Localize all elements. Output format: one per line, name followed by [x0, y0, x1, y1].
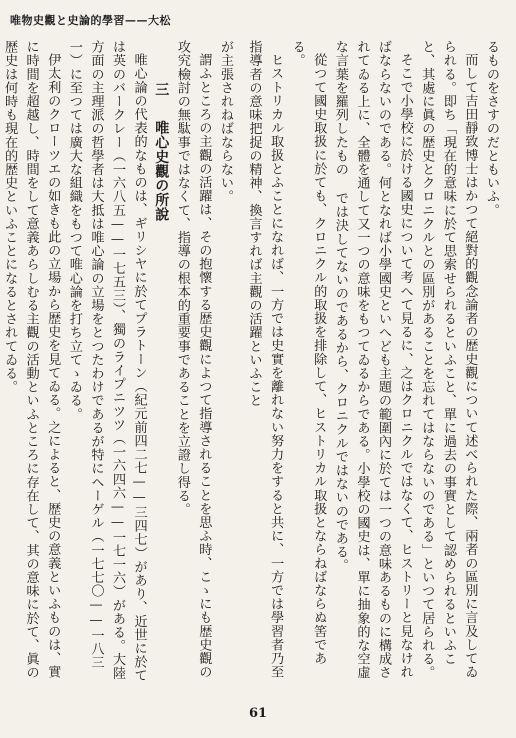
- section-heading: [150, 40, 172, 688]
- running-header: 唯物史觀と史論的學習——大松: [10, 14, 171, 27]
- paragraph: 而して吉田靜致博士はかつて絕對的觀念論者の歴史觀について述べられた際、兩者の區別に言及してゐられる。即ち「現在的意味に於て思索せられるといふこと、單に過去の事實として認められるといふこと、其處に眞の歴史とクロニクルとの區別があることを忘れてはならないのである」といつて居られる。: [419, 40, 478, 680]
- text-column-right: [240, 40, 502, 688]
- paragraph: 謂ふところの主觀の活躍は、その抱懷する歴史觀によつて指導されることを思ふ時、こゝにも歴史觀の攻究檢討の無駄事ではなくて、指導の根本的重要事であることを立證し得る。: [174, 40, 212, 679]
- paragraph: 伊太利のクローツエの如きも此の立場から歴史を見てゐる。之によると、歴史の意義といふものは、實に時間を超越し、時間をして意義あらしむる主觀の活動といふところに存在して、其の意味に於て、眞の歴史は何時も現在的歴史といふことになるとされてゐる。: [2, 40, 61, 680]
- page-number: 61: [248, 706, 268, 721]
- section-number: 三: [153, 82, 170, 97]
- text-column-left: [2, 40, 236, 688]
- paragraph: が主張されねばならない。: [218, 40, 233, 204]
- paragraph: ヒストリカル取扱とふことになれば、一方では史實を離れない努力をすると共に、一方では學習者乃至指導者の意味把捉の精神、換言すれば主觀の活躍といふこと: [246, 40, 284, 679]
- section-title: 唯心史觀の所說: [153, 120, 170, 222]
- paragraph: そこで小學校に於ける國史について考へて見るに、之はクロニクルではなくて、ヒストリーと見なければならないのである。何となれば小學國史といへども主題の範圍內に於ては一つの意味あるものに構成されてゐる上に、全體を通して又一つの意味をもつてゐるからである。小學校の國史は、單に抽象的な空虛な言葉を羅列したもの では決してないのであるから、クロニクルではないのである。: [332, 40, 413, 680]
- paragraph: 從つて國史取扱に於ても、クロニクル的取扱を排除して、ヒストリカル取扱とならねばならぬ筈である。: [289, 40, 327, 666]
- paragraph: るものをさすのだともいふ。: [484, 40, 499, 217]
- paragraph: 唯心論の代表的なものは、ギリシヤに於てプラトーン（紀元前四二七——三四七）があり、近世に於ては英のバークレー（一六八五——一七五三）、獨のライプニツツ（一六四六——一七一六）がある。大陸方面の主理派の哲學者は大抵は唯心論の立場をとつたわけであるが特にヘーゲル（一七七〇——一八三一）に至つては廣大な組織をもつて唯心論を打ち立てゝゐる。: [66, 40, 147, 683]
